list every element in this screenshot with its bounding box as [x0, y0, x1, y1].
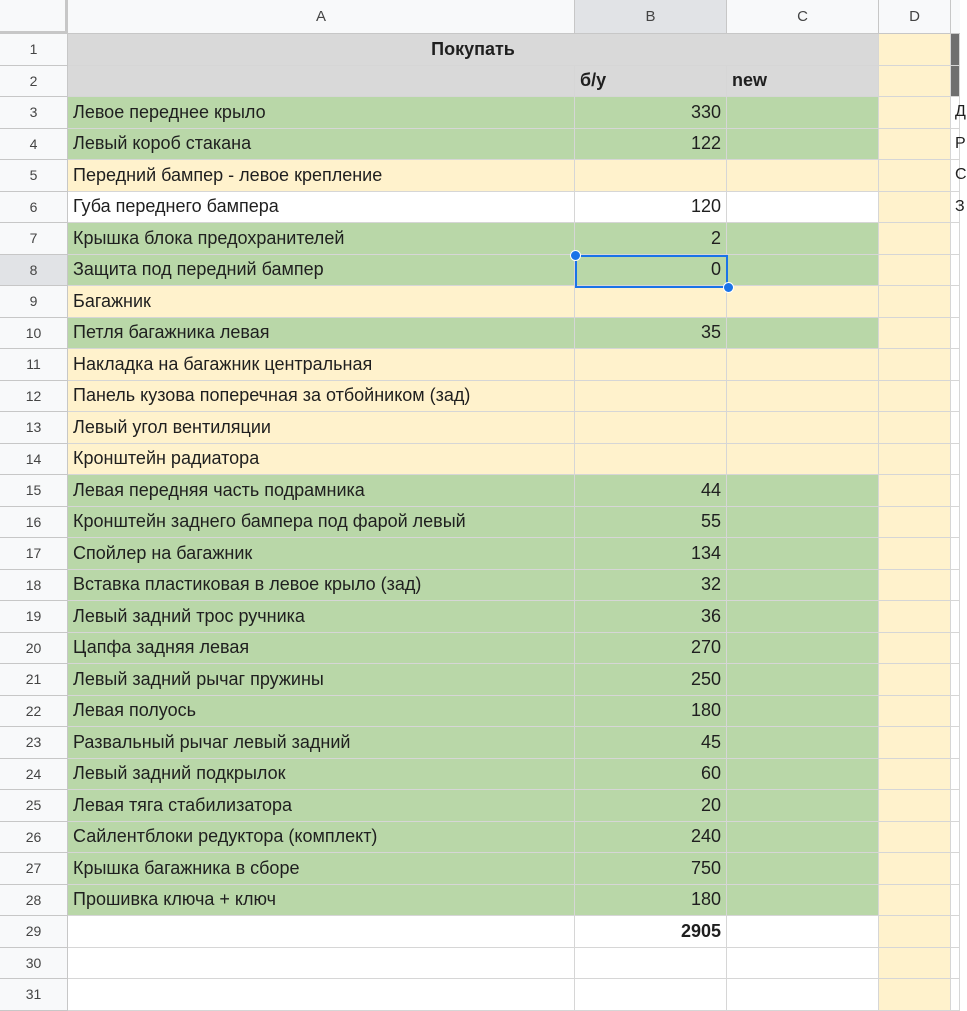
table-row — [0, 570, 960, 602]
price-new-cell[interactable] — [727, 255, 879, 287]
table-row — [0, 192, 965, 224]
table-row-subheader — [0, 66, 960, 98]
row-number[interactable]: 29 — [0, 916, 68, 948]
row-number[interactable]: 7 — [0, 223, 68, 255]
selection-handle-bottom-right[interactable] — [723, 282, 734, 293]
row-number[interactable]: 17 — [0, 538, 68, 570]
row-number[interactable]: 27 — [0, 853, 68, 885]
price-bu-cell[interactable]: 270 — [575, 633, 727, 665]
cell-e[interactable] — [951, 412, 960, 444]
cell-d[interactable] — [879, 34, 951, 66]
row-number[interactable]: 8 — [0, 255, 68, 287]
item-name-cell[interactable]: Вставка пластиковая в левое крыло (зад) — [68, 570, 575, 602]
cell-e[interactable] — [951, 853, 960, 885]
table-row — [0, 129, 966, 161]
item-name-cell[interactable]: Крышка блока предохранителей — [68, 223, 575, 255]
item-name-cell[interactable]: Накладка на багажник центральная — [68, 349, 575, 381]
cell-e[interactable]: Д — [951, 97, 960, 129]
price-bu-cell[interactable]: 750 — [575, 853, 727, 885]
row-number[interactable]: 26 — [0, 822, 68, 854]
item-name-cell[interactable]: Прошивка ключа + ключ — [68, 885, 575, 917]
column-header-b[interactable]: B — [575, 0, 727, 34]
row-number[interactable]: 23 — [0, 727, 68, 759]
price-new-cell[interactable] — [727, 885, 879, 917]
cell-d[interactable] — [879, 633, 951, 665]
price-bu-cell[interactable] — [575, 381, 727, 413]
cell-e[interactable] — [951, 790, 960, 822]
price-new-cell[interactable] — [727, 916, 879, 948]
item-name-cell[interactable]: Панель кузова поперечная за отбойником (зад) — [68, 381, 575, 413]
cell-e[interactable] — [951, 885, 960, 917]
column-header-d[interactable]: D — [879, 0, 951, 34]
column-label-bu[interactable]: б/у — [575, 66, 727, 98]
cell-d[interactable] — [879, 570, 951, 602]
price-new-cell[interactable] — [727, 97, 879, 129]
cell-d[interactable] — [879, 412, 951, 444]
row-number[interactable]: 14 — [0, 444, 68, 476]
cell-e[interactable] — [951, 633, 960, 665]
row-number[interactable]: 12 — [0, 381, 68, 413]
price-new-cell[interactable] — [727, 444, 879, 476]
price-new-cell[interactable] — [727, 507, 879, 539]
cell-d[interactable] — [879, 916, 951, 948]
price-bu-cell[interactable] — [575, 412, 727, 444]
price-new-cell[interactable] — [727, 601, 879, 633]
table-row — [0, 160, 967, 192]
row-number[interactable]: 16 — [0, 507, 68, 539]
cell-e[interactable] — [951, 444, 960, 476]
item-name-cell[interactable] — [68, 979, 575, 1011]
table-row — [0, 349, 960, 381]
table-row — [0, 601, 960, 633]
table-row — [0, 916, 960, 948]
table-row — [0, 507, 960, 539]
price-new-cell[interactable] — [727, 696, 879, 728]
row-number[interactable]: 15 — [0, 475, 68, 507]
cell-e[interactable] — [951, 979, 960, 1011]
price-new-cell[interactable] — [727, 790, 879, 822]
cell-a[interactable] — [68, 66, 575, 98]
cell-e[interactable] — [951, 507, 960, 539]
price-bu-cell[interactable] — [575, 444, 727, 476]
column-header-e[interactable] — [951, 0, 960, 34]
table-row — [0, 538, 960, 570]
price-new-cell[interactable] — [727, 129, 879, 161]
cell-e[interactable] — [951, 601, 960, 633]
cell-d[interactable] — [879, 286, 951, 318]
sheet-title-cell[interactable]: Покупать — [68, 34, 879, 66]
row-number[interactable]: 6 — [0, 192, 68, 224]
row-number[interactable]: 25 — [0, 790, 68, 822]
price-new-cell[interactable] — [727, 412, 879, 444]
cell-e[interactable] — [951, 66, 960, 98]
cell-d[interactable] — [879, 444, 951, 476]
item-name-cell[interactable]: Левый задний трос ручника — [68, 601, 575, 633]
table-row — [0, 885, 960, 917]
select-all-corner[interactable] — [0, 0, 68, 34]
item-name-cell[interactable]: Левый задний рычаг пружины — [68, 664, 575, 696]
price-bu-cell[interactable]: 330 — [575, 97, 727, 129]
table-row — [0, 727, 960, 759]
cell-d[interactable] — [879, 948, 951, 980]
cell-d[interactable] — [879, 822, 951, 854]
table-row — [0, 318, 960, 350]
cell-e[interactable] — [951, 475, 960, 507]
cell-e[interactable] — [951, 948, 960, 980]
cell-e[interactable] — [951, 318, 960, 350]
price-bu-cell[interactable] — [575, 979, 727, 1011]
cell-d[interactable] — [879, 885, 951, 917]
cell-d[interactable] — [879, 853, 951, 885]
item-name-cell[interactable]: Петля багажника левая — [68, 318, 575, 350]
row-number[interactable]: 2 — [0, 66, 68, 98]
row-number[interactable]: 22 — [0, 696, 68, 728]
price-new-cell[interactable] — [727, 286, 879, 318]
item-name-cell[interactable]: Губа переднего бампера — [68, 192, 575, 224]
cell-e[interactable] — [951, 349, 960, 381]
price-bu-cell[interactable]: 180 — [575, 696, 727, 728]
price-new-cell[interactable] — [727, 822, 879, 854]
price-bu-cell[interactable]: 35 — [575, 318, 727, 350]
cell-e[interactable] — [951, 34, 960, 66]
price-new-cell[interactable] — [727, 318, 879, 350]
cell-e[interactable]: Р — [951, 129, 960, 161]
item-name-cell[interactable]: Левый угол вентиляции — [68, 412, 575, 444]
table-row — [0, 696, 960, 728]
table-row — [0, 979, 960, 1011]
selection-handle-top-left[interactable] — [570, 250, 581, 261]
price-new-cell[interactable] — [727, 538, 879, 570]
price-bu-cell[interactable]: 122 — [575, 129, 727, 161]
cell-e[interactable]: С — [951, 160, 960, 192]
table-row — [0, 853, 960, 885]
price-new-cell[interactable] — [727, 853, 879, 885]
price-bu-cell[interactable] — [575, 349, 727, 381]
item-name-cell[interactable] — [68, 948, 575, 980]
cell-e[interactable] — [951, 727, 960, 759]
cell-e[interactable] — [951, 223, 960, 255]
price-bu-cell[interactable]: 2 — [575, 223, 727, 255]
cell-e[interactable] — [951, 916, 960, 948]
price-new-cell[interactable] — [727, 192, 879, 224]
cell-d[interactable] — [879, 759, 951, 791]
item-name-cell[interactable]: Спойлер на багажник — [68, 538, 575, 570]
row-number[interactable]: 19 — [0, 601, 68, 633]
row-number[interactable]: 13 — [0, 412, 68, 444]
price-bu-cell[interactable]: 120 — [575, 192, 727, 224]
table-row — [0, 948, 960, 980]
row-number[interactable]: 18 — [0, 570, 68, 602]
cell-d[interactable] — [879, 601, 951, 633]
cell-d[interactable] — [879, 507, 951, 539]
cell-e[interactable] — [951, 759, 960, 791]
price-new-cell[interactable] — [727, 223, 879, 255]
price-new-cell[interactable] — [727, 381, 879, 413]
price-new-cell[interactable] — [727, 349, 879, 381]
price-new-cell[interactable] — [727, 979, 879, 1011]
item-name-cell[interactable]: Передний бампер - левое крепление — [68, 160, 575, 192]
price-bu-cell[interactable]: 20 — [575, 790, 727, 822]
price-bu-cell[interactable]: 55 — [575, 507, 727, 539]
price-bu-cell[interactable] — [575, 160, 727, 192]
table-row — [0, 381, 960, 413]
cell-d[interactable] — [879, 255, 951, 287]
price-bu-cell[interactable] — [575, 286, 727, 318]
item-name-cell[interactable]: Левая полуось — [68, 696, 575, 728]
price-new-cell[interactable] — [727, 664, 879, 696]
cell-d[interactable] — [879, 160, 951, 192]
cell-d[interactable] — [879, 223, 951, 255]
table-row — [0, 286, 960, 318]
cell-d[interactable] — [879, 475, 951, 507]
row-number[interactable]: 3 — [0, 97, 68, 129]
item-name-cell[interactable]: Левый короб стакана — [68, 129, 575, 161]
item-name-cell[interactable]: Левая передняя часть подрамника — [68, 475, 575, 507]
price-bu-cell[interactable] — [575, 948, 727, 980]
item-name-cell[interactable]: Багажник — [68, 286, 575, 318]
cell-d[interactable] — [879, 790, 951, 822]
price-bu-cell[interactable]: 45 — [575, 727, 727, 759]
price-new-cell[interactable] — [727, 727, 879, 759]
item-name-cell[interactable]: Левый задний подкрылок — [68, 759, 575, 791]
cell-d[interactable] — [879, 727, 951, 759]
total-cell[interactable]: 2905 — [575, 916, 727, 948]
table-row — [0, 223, 960, 255]
price-bu-cell[interactable]: 0 — [575, 255, 727, 287]
price-bu-cell[interactable]: 60 — [575, 759, 727, 791]
cell-d[interactable] — [879, 979, 951, 1011]
table-row — [0, 444, 960, 476]
table-row — [0, 790, 960, 822]
row-number[interactable]: 4 — [0, 129, 68, 161]
price-new-cell[interactable] — [727, 475, 879, 507]
cell-d[interactable] — [879, 381, 951, 413]
row-number[interactable]: 5 — [0, 160, 68, 192]
row-number[interactable]: 11 — [0, 349, 68, 381]
cell-e[interactable] — [951, 381, 960, 413]
column-header-a[interactable]: A — [68, 0, 575, 34]
table-row — [0, 97, 966, 129]
item-name-cell[interactable]: Левое переднее крыло — [68, 97, 575, 129]
cell-d[interactable] — [879, 66, 951, 98]
cell-e[interactable] — [951, 664, 960, 696]
cell-d[interactable] — [879, 696, 951, 728]
table-row — [0, 633, 960, 665]
cell-d[interactable] — [879, 97, 951, 129]
item-name-cell[interactable]: Левая тяга стабилизатора — [68, 790, 575, 822]
item-name-cell[interactable] — [68, 916, 575, 948]
item-name-cell[interactable]: Кронштейн радиатора — [68, 444, 575, 476]
price-bu-cell[interactable]: 134 — [575, 538, 727, 570]
row-number[interactable]: 31 — [0, 979, 68, 1011]
table-row — [0, 412, 960, 444]
price-bu-cell[interactable]: 36 — [575, 601, 727, 633]
row-number[interactable]: 1 — [0, 34, 68, 66]
cell-d[interactable] — [879, 192, 951, 224]
price-new-cell[interactable] — [727, 633, 879, 665]
price-bu-cell[interactable]: 240 — [575, 822, 727, 854]
item-name-cell[interactable]: Цапфа задняя левая — [68, 633, 575, 665]
table-row-header — [0, 34, 960, 66]
table-row — [0, 475, 960, 507]
cell-d[interactable] — [879, 538, 951, 570]
row-number[interactable]: 28 — [0, 885, 68, 917]
table-row — [0, 822, 960, 854]
cell-e[interactable] — [951, 255, 960, 287]
column-header-c[interactable]: C — [727, 0, 879, 34]
item-name-cell[interactable]: Сайлентблоки редуктора (комплект) — [68, 822, 575, 854]
cell-e[interactable] — [951, 822, 960, 854]
table-row — [0, 255, 960, 287]
cell-d[interactable] — [879, 664, 951, 696]
item-name-cell[interactable]: Защита под передний бампер — [68, 255, 575, 287]
price-new-cell[interactable] — [727, 570, 879, 602]
row-number[interactable]: 24 — [0, 759, 68, 791]
cell-e[interactable]: З — [951, 192, 960, 224]
cell-e[interactable] — [951, 286, 960, 318]
cell-e[interactable] — [951, 538, 960, 570]
item-name-cell[interactable]: Кронштейн заднего бампера под фарой левый — [68, 507, 575, 539]
row-number[interactable]: 20 — [0, 633, 68, 665]
row-number[interactable]: 10 — [0, 318, 68, 350]
item-name-cell[interactable]: Развальный рычаг левый задний — [68, 727, 575, 759]
price-new-cell[interactable] — [727, 759, 879, 791]
cell-e[interactable] — [951, 570, 960, 602]
price-new-cell[interactable] — [727, 160, 879, 192]
cell-d[interactable] — [879, 129, 951, 161]
price-bu-cell[interactable]: 250 — [575, 664, 727, 696]
cell-d[interactable] — [879, 349, 951, 381]
row-number[interactable]: 21 — [0, 664, 68, 696]
row-number[interactable]: 30 — [0, 948, 68, 980]
price-bu-cell[interactable]: 180 — [575, 885, 727, 917]
item-name-cell[interactable]: Крышка багажника в сборе — [68, 853, 575, 885]
price-bu-cell[interactable]: 44 — [575, 475, 727, 507]
table-row — [0, 664, 960, 696]
cell-e[interactable] — [951, 696, 960, 728]
price-new-cell[interactable] — [727, 948, 879, 980]
row-number[interactable]: 9 — [0, 286, 68, 318]
table-row — [0, 759, 960, 791]
price-bu-cell[interactable]: 32 — [575, 570, 727, 602]
column-label-new[interactable]: new — [727, 66, 879, 98]
cell-d[interactable] — [879, 318, 951, 350]
